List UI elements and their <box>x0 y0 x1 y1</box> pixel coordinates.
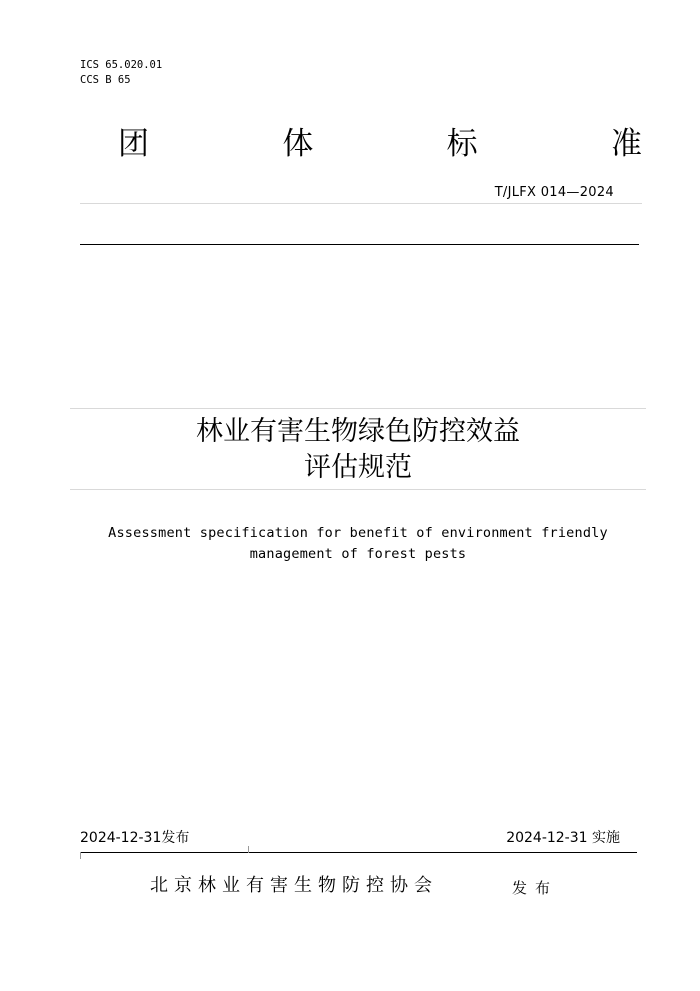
divider <box>80 203 642 204</box>
chinese-title <box>70 414 646 486</box>
chinese-title-line: 评估规范 <box>304 452 412 483</box>
standard-type-char: 标 <box>446 126 478 162</box>
standard-number: T/JLFX 014—2024 <box>494 185 614 200</box>
standard-type-char: 准 <box>610 126 642 162</box>
english-title-line: management of forest pests <box>249 546 467 562</box>
standard-type-char: 体 <box>282 126 314 162</box>
classification-codes <box>80 58 162 88</box>
header-rule <box>80 244 639 245</box>
divider <box>70 408 646 409</box>
standard-type-char: 团 <box>118 126 149 162</box>
publisher-action: 发布 <box>512 879 559 897</box>
english-title <box>90 523 626 565</box>
issue-date: 2024-12-31发布 <box>80 830 190 846</box>
publisher-name: 北京林业有害生物防控协会 <box>150 875 438 896</box>
divider <box>70 489 646 490</box>
ics-code: ICS 65.020.01 <box>80 59 163 71</box>
footer-rule <box>80 852 637 853</box>
divider <box>248 846 249 853</box>
ccs-code: CCS B 65 <box>80 74 131 86</box>
chinese-title-line: 林业有害生物绿色防控效益 <box>196 416 520 447</box>
divider <box>80 852 81 859</box>
standard-type-heading <box>118 122 642 166</box>
english-title-line: Assessment specification for benefit of environment friendly <box>108 525 608 541</box>
implementation-date: 2024-12-31 实施 <box>506 830 620 846</box>
